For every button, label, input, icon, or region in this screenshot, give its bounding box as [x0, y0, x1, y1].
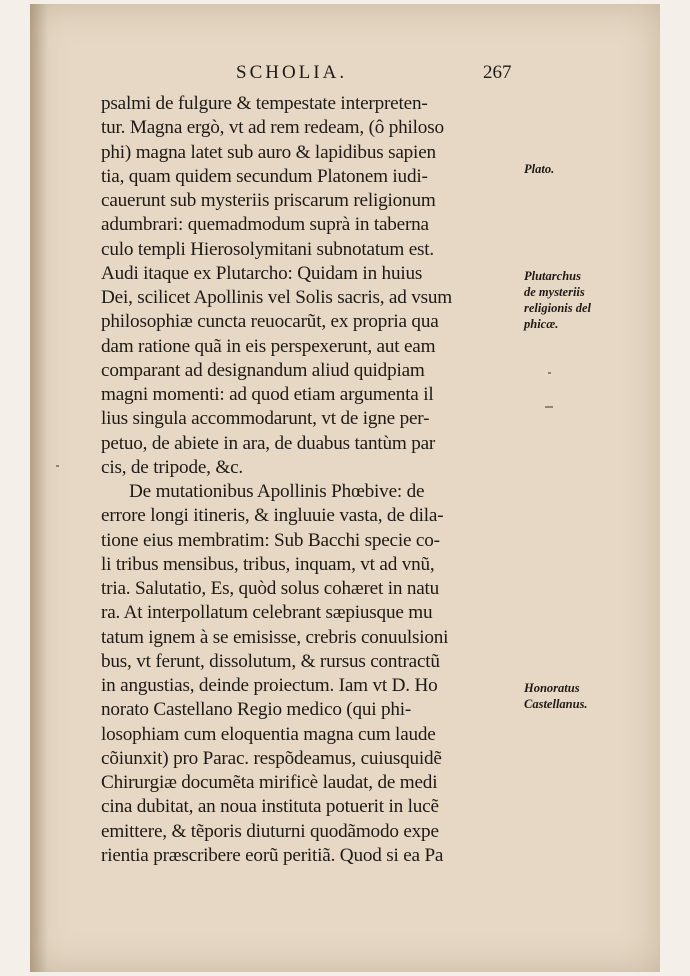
text-line: culo templi Hierosolymitani subnotatum est.: [101, 238, 434, 260]
margin-note-line: Castellanus.: [524, 697, 588, 711]
margin-note-line: phicæ.: [524, 317, 559, 331]
text-line: Dei, scilicet Apollinis vel Solis sacris, ad vsum: [101, 287, 452, 308]
text-line: tione eius membratim: Sub Bacchi specie co-: [101, 529, 440, 551]
text-line: phi) magna latet sub auro & lapidibus sapien: [101, 141, 436, 163]
page-number: 267: [483, 62, 512, 83]
text-line: bus, vt ferunt, dissolutum, & rursus contractũ: [101, 650, 440, 672]
page-header: [0, 62, 690, 84]
ink-speck: [545, 406, 553, 408]
margin-note-line: religionis del: [524, 301, 592, 315]
binding-shadow: [30, 4, 48, 972]
text-line: rientia præscribere eorũ peritiã. Quod si ea Pa: [101, 844, 444, 866]
text-line: emittere, & tẽporis diuturni quodãmodo expe: [101, 820, 439, 842]
text-line: petuo, de abiete in ara, de duabus tantùm par: [101, 432, 436, 454]
text-line: Chirurgiæ documẽta mirificè laudat, de medi: [101, 772, 438, 793]
text-line: philosophiæ cuncta reuocarũt, ex propria qua: [101, 311, 439, 333]
body-text: [101, 92, 521, 868]
text-line: cina dubitat, an noua instituta potuerit in lucẽ: [101, 796, 439, 818]
text-line: cauerunt sub mysteriis priscarum religionum: [101, 190, 436, 211]
text-line: norato Castellano Regio medico (qui phi-: [101, 699, 412, 721]
text-line: dam ratione quã in eis perspexerunt, aut eam: [101, 335, 436, 357]
text-line: tria. Salutatio, Es, quòd solus cohæret in natu: [101, 578, 440, 599]
margin-note-plato: [524, 161, 554, 177]
text-line: cõiunxit) pro Parac. respõdeamus, cuiusquidẽ: [101, 747, 442, 769]
text-line: ra. At interpollatum celebrant sæpiusque mu: [101, 602, 433, 624]
running-title: SCHOLIA.: [236, 62, 348, 83]
text-line: adumbrari: quemadmodum suprà in taberna: [101, 214, 429, 236]
margin-note-line: Plato.: [524, 162, 555, 176]
ink-speck: [56, 465, 59, 467]
text-line: Audi itaque ex Plutarcho: Quidam in huius: [101, 262, 423, 284]
paragraph-start-line: De mutationibus Apollinis Phœbive: de: [129, 481, 425, 502]
text-line: losophiam cum eloquentia magna cum laude: [101, 723, 436, 745]
text-line: cis, de tripode, &c.: [101, 456, 243, 478]
text-line: tia, quam quidem secundum Platonem iudi-: [101, 165, 428, 187]
text-line: magni momenti: ad quod etiam argumenta il: [101, 384, 434, 405]
margin-note-line: Honoratus: [524, 681, 580, 695]
margin-note-honoratus: [524, 680, 588, 712]
text-line: in angustias, deinde proiectum. Iam vt D. Ho: [101, 675, 438, 696]
text-line: psalmi de fulgure & tempestate interpreten-: [101, 93, 428, 114]
text-line: li tribus mensibus, tribus, inquam, vt ad vnũ,: [101, 553, 435, 575]
text-line: tatum ignem à se emisisse, crebris conuulsioni: [101, 626, 449, 648]
margin-note-plutarchus: [524, 268, 591, 332]
ink-speck: [548, 372, 551, 374]
text-line: tur. Magna ergò, vt ad rem redeam, (ô philoso: [101, 117, 444, 139]
text-line: errore longi itineris, & ingluuie vasta, de dila-: [101, 505, 444, 527]
margin-note-line: Plutarchus: [524, 269, 581, 283]
text-line: lius singula accommodarunt, vt de igne per-: [101, 408, 430, 430]
text-line: comparant ad designandum aliud quidpiam: [101, 359, 425, 381]
margin-note-line: de mysteriis: [524, 285, 585, 299]
